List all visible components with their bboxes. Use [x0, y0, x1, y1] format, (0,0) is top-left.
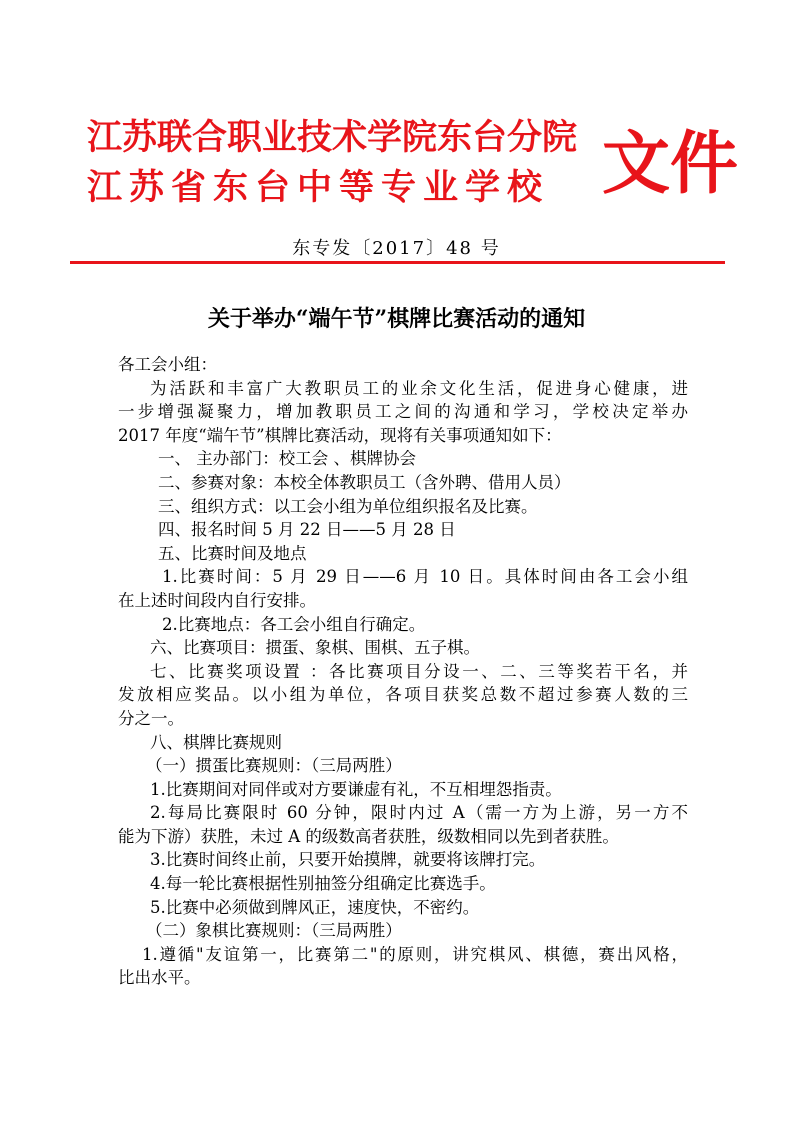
paragraph-line: 2.比赛地点：各工会小组自行确定。: [162, 614, 426, 634]
list-item: 五、比赛时间及地点: [158, 543, 307, 563]
subsection-heading: （二）象棋比赛规则：（三局两胜）: [146, 921, 402, 941]
rule-item: 4.每一轮比赛根据性别抽签分组确定比赛选手。: [150, 874, 496, 894]
document-word: 文件: [602, 124, 739, 204]
org-name-line2: 江苏省东台中等专业学校: [87, 167, 550, 208]
list-item: 六、比赛项目：掼蛋、象棋、围棋、五子棋。: [150, 638, 480, 658]
list-item: 一、 主办部门：校工会 、棋牌协会: [158, 449, 416, 469]
paragraph-line: 一步增强凝聚力，增加教职员工之间的沟通和学习，学校决定举办: [118, 402, 688, 422]
paragraph-line: 发放相应奖品。以小组为单位，各项目获奖总数不超过参赛人数的三: [118, 685, 688, 705]
list-item: 二、参赛对象：本校全体教职员工（含外聘、借用人员）: [158, 472, 571, 492]
list-item: 三、组织方式：以工会小组为单位组织报名及比赛。: [158, 496, 538, 516]
document-body: [118, 353, 688, 990]
rule-item: 5.比赛中必须做到牌风正，速度快，不密约。: [150, 897, 480, 917]
paragraph-line: 2017 年度“端午节”棋牌比赛活动，现将有关事项通知如下：: [118, 425, 562, 445]
list-item: 七、比赛奖项设置 ：各比赛项目分设一、二、三等奖若干名，并: [150, 661, 688, 681]
red-divider-line: [70, 261, 725, 264]
rule-item: 3.比赛时间终止前，只要开始摸牌，就要将该牌打完。: [150, 850, 546, 870]
rule-item: 2.每局比赛限时 60 分钟，限时内过 A（需一方为上游，另一方不: [150, 803, 688, 823]
paragraph-line: 为活跃和丰富广大教职员工的业余文化生活，促进身心健康，进: [150, 378, 688, 398]
document-number: 东专发〔2017〕48 号: [292, 238, 501, 259]
rule-item: 1.比赛期间对同伴或对方要谦虚有礼，不互相埋怨指责。: [150, 779, 562, 799]
paragraph-line: 比出水平。: [118, 968, 201, 988]
list-item: 四、报名时间 5 月 22 日——5 月 28 日: [158, 520, 456, 540]
subsection-heading: （一）掼蛋比赛规则：（三局两胜）: [146, 756, 402, 776]
rule-item: 1.遵循"友谊第一，比赛第二"的原则，讲究棋风、棋德，赛出风格，: [142, 944, 688, 964]
paragraph-line: 能为下游）获胜，未过 A 的级数高者获胜，级数相同以先到者获胜。: [118, 826, 619, 846]
document-title: 关于举办“端午节”棋牌比赛活动的通知: [207, 306, 586, 332]
salutation: 各工会小组：: [118, 355, 217, 374]
paragraph-line: 在上述时间段内自行安排。: [118, 590, 316, 610]
org-name-line1: 江苏联合职业技术学院东台分院: [87, 117, 578, 158]
paragraph-line: 1.比赛时间：5 月 29 日——6 月 10 日。具体时间由各工会小组: [162, 567, 688, 587]
paragraph-line: 分之一。: [118, 708, 184, 728]
section-heading: 八、棋牌比赛规则: [150, 732, 282, 752]
